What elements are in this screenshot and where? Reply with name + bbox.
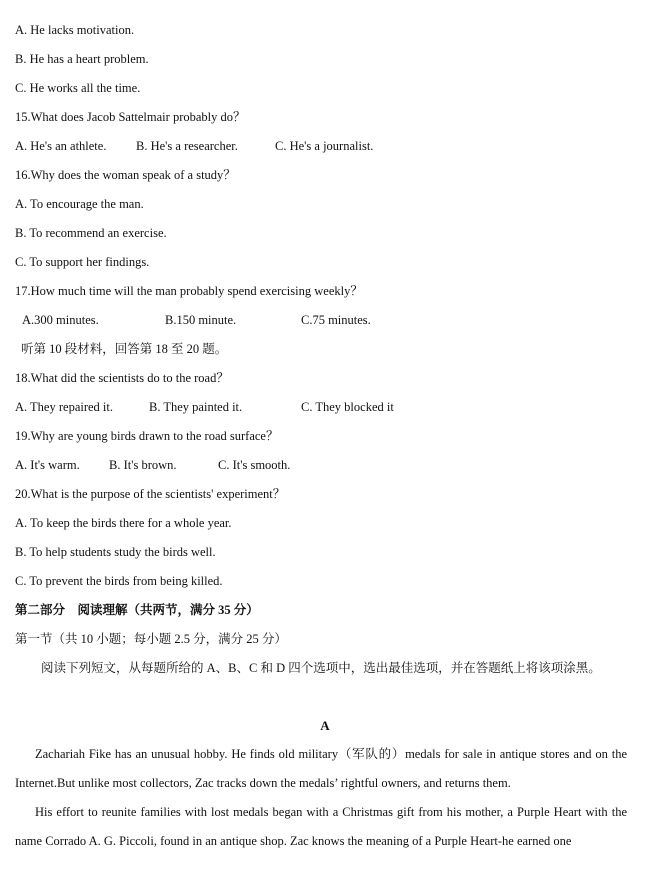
section1-heading: 第一节（共 10 小题；每小题 2.5 分，满分 25 分）: [15, 632, 287, 646]
q19-option-b: B. It's brown.: [109, 458, 177, 472]
q18-question: 18.What did the scientists do to the road？: [15, 371, 229, 385]
q15-option-a: A. He's an athlete.: [15, 139, 107, 153]
q16-option-b: B. To recommend an exercise.: [15, 226, 167, 240]
q14-option-c: C. He works all the time.: [15, 81, 141, 95]
q20-question: 20.What is the purpose of the scientists' experiment？: [15, 487, 286, 501]
q14-option-b: B. He has a heart problem.: [15, 52, 149, 66]
q18-option-c: C. They blocked it: [301, 400, 394, 414]
q17-option-a: A.300 minutes.: [22, 313, 99, 327]
q16-question: 16.Why does the woman speak of a study？: [15, 168, 236, 182]
q16-option-a: A. To encourage the man.: [15, 197, 144, 211]
section10-instruction: 听第 10 段材料，回答第 18 至 20 题。: [21, 342, 228, 356]
q15-option-b: B. He's a researcher.: [136, 139, 238, 153]
q14-option-a: A. He lacks motivation.: [15, 23, 135, 37]
q17-option-b: B.150 minute.: [165, 313, 237, 327]
passage-paragraph-1: Zachariah Fike has an unusual hobby. He finds old military（军队的）medals for sale in antique stores and on the Internet.But unlike most collectors, Zac tracks down the medals’ rightful owners, and returns them.: [15, 747, 627, 790]
q15-option-c: C. He's a journalist.: [275, 139, 374, 153]
q18-option-a: A. They repaired it.: [15, 400, 113, 414]
reading-instruction: 阅读下列短文，从每题所给的 A、B、C 和 D 四个选项中，选出最佳选项，并在答题纸上将该项涂黑。: [41, 661, 601, 675]
q17-question: 17.How much time will the man probably spend exercising weekly？: [15, 284, 363, 298]
passage-paragraph-2: His effort to reunite families with lost medals began with a Christmas gift from his mother, a Purple Heart with the name Corrado A. G. Piccoli, found in an antique shop. Zac knows the meaning of a Purple Heart-he earned one: [15, 805, 627, 848]
q15-question: 15.What does Jacob Sattelmair probably do？: [15, 110, 246, 124]
q20-option-c: C. To prevent the birds from being killed.: [15, 574, 223, 588]
q20-option-a: A. To keep the birds there for a whole year.: [15, 516, 232, 530]
part2-heading: 第二部分 阅读理解（共两节，满分 35 分）: [15, 603, 259, 617]
q18-option-b: B. They painted it.: [149, 400, 243, 414]
q19-option-c: C. It's smooth.: [218, 458, 291, 472]
q19-question: 19.Why are young birds drawn to the road surface？: [15, 429, 279, 443]
q16-option-c: C. To support her findings.: [15, 255, 150, 269]
q20-option-b: B. To help students study the birds well.: [15, 545, 216, 559]
passage-title: A: [320, 718, 330, 733]
q19-option-a: A. It's warm.: [15, 458, 80, 472]
q17-option-c: C.75 minutes.: [301, 313, 371, 327]
